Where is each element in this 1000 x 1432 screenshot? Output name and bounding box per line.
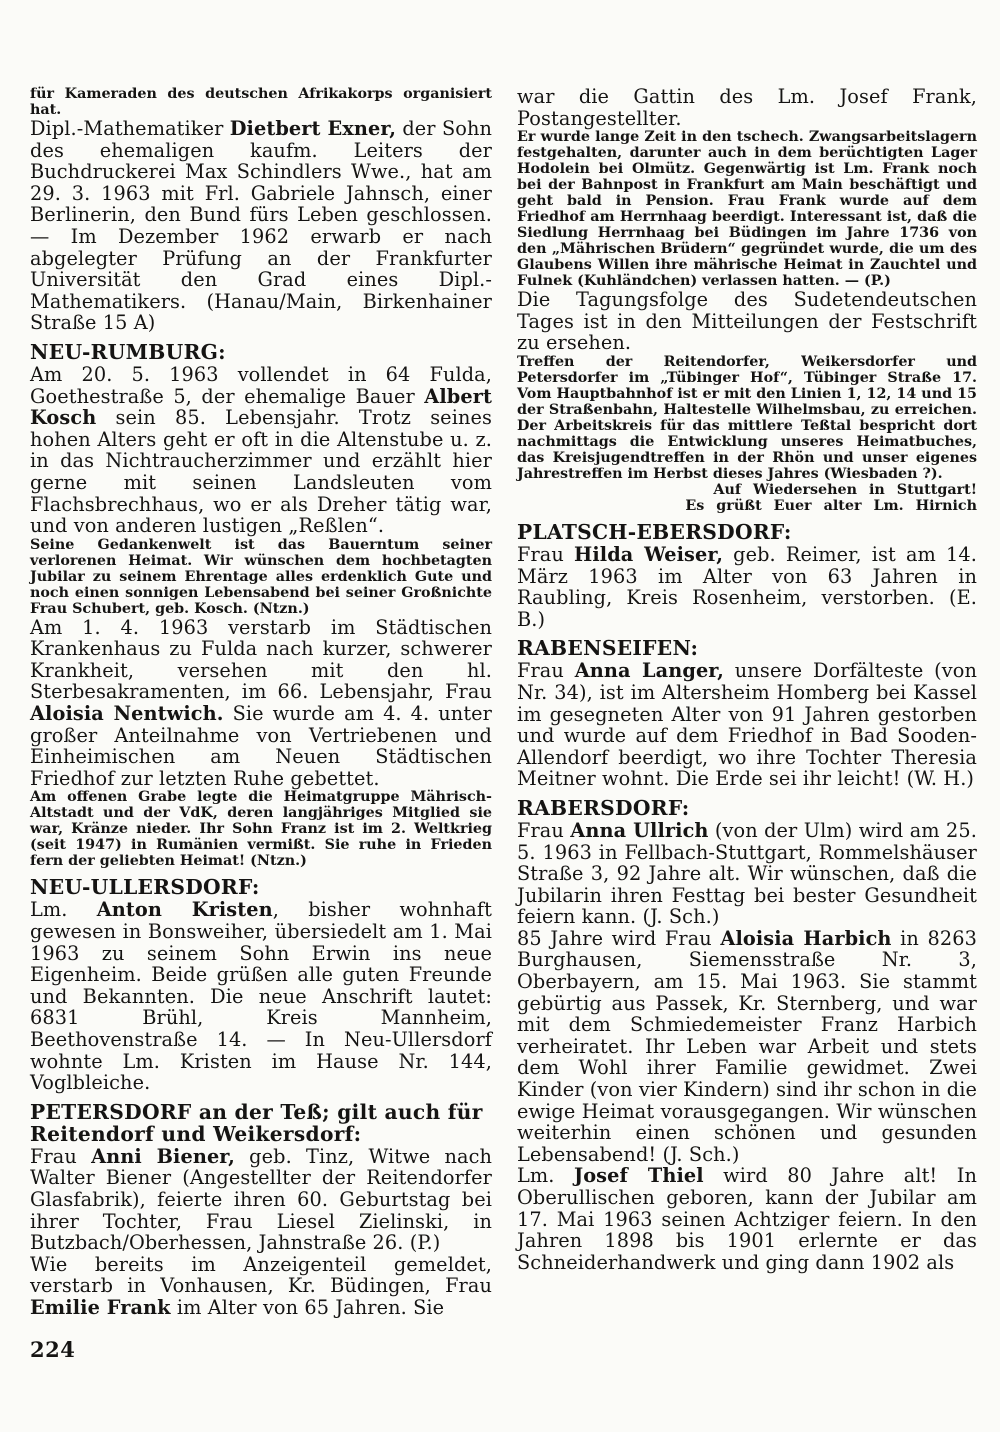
note-josef-frank: Er wurde lange Zeit in den tschech. Zwangsarbeitslagern festgehalten, darunter auch in dem berüchtigten Lager Hodolein bei Olmütz. Gegenwärtig ist Lm. Frank noch bei der Bahnpost in Frankfurt am Main beschäftigt und geht bald in Pension. Frau Frank wurde auf dem Friedhof am Herrnhaag beerdigt. Interessant ist, daß die Siedlung Herrnhaag bei Büdingen im Jahre 1736 von den „Mährischen Brüdern“ gegründet wurde, die um des Glaubens Willen ihre mährische Heimat in Zauchtel und Fulnek (Kuhländchen) verlassen hatten. — (P.) xyxy=(517,129,977,290)
page-number: 224 xyxy=(30,1336,76,1362)
text-segment: Sie wurde am 4. 4. unter großer Anteilnahme von Vertriebenen und Einheimischen am Neuen Städtischen Friedhof zur letzten Ruhe gebettet. xyxy=(30,702,492,790)
text-segment: Am 1. 4. 1963 verstarb im Städtischen Krankenhaus zu Fulda nach kurzer, schwerer Krankheit, versehen mit den hl. Sterbesakramenten, im 66. Lebensjahr, Frau xyxy=(30,615,492,704)
note-nentwich: Am offenen Grabe legte die Heimatgruppe Mährisch-Altstadt und der VdK, deren langjähriges Mitglied sie war, Kränze nieder. Ihr Sohn Franz ist im 2. Weltkrieg (seit 1947) in Rumänien vermißt. Sie ruhe in Frieden fern der geliebten Heimat! (Ntzn.) xyxy=(30,789,492,870)
left-column xyxy=(30,86,492,1362)
greeting-line-1: Auf Wiedersehen in Stuttgart! xyxy=(713,481,977,498)
text-segment: Frau xyxy=(517,659,575,683)
paragraph-emilie-frank xyxy=(30,1254,492,1319)
text-segment: Lm. xyxy=(517,1164,574,1188)
text-segment: im Alter von 65 Jahren. Sie xyxy=(170,1295,445,1319)
paragraph-aloisia-nentwich xyxy=(30,617,492,790)
paragraph-aloisia-harbich xyxy=(517,928,977,1166)
greeting-line-2: Es grüßt Euer alter Lm. Hirnich xyxy=(685,497,977,514)
section-heading-neu-ullersdorf: NEU-ULLERSDORF: xyxy=(30,875,260,900)
text-segment: der Sohn des ehemaligen kaufm. Leiters der Buchdruckerei Max Schindlers Wwe., hat am 29. 3. 1963 mit Frl. Gabriele Jahnsch, einer Berlinerin, den Bund fürs Leben geschlossen. — Im Dezember 1962 erwarb er nach abgelegter Prüfung an der Frankfurter Universität den Grad eines Dipl.-Mathematikers. (Hanau/Main, Birkenhainer Straße 15 A) xyxy=(30,117,492,335)
two-column-layout xyxy=(30,86,977,1362)
person-name: Josef Thiel xyxy=(573,1164,704,1188)
section-heading-rabersdorf: RABERSDORF: xyxy=(517,795,690,820)
person-name: Aloisia Harbich xyxy=(720,926,892,950)
person-name: Anna Ullrich xyxy=(570,818,709,842)
text-segment: , bisher wohnhaft gewesen in Bonsweiher, übersiedelt am 1. Mai 1963 zu seinem Sohn Erwin ins neue Eigenheim. Beide grüßen alle guten Freunde und Bekannten. Die neue Anschrift lautet: 6831 Brühl, Kreis Mannheim, Beethovenstraße 14. — In Neu-Ullersdorf wohnte Lm. Kristen im Hause Nr. 144, Voglbleiche. xyxy=(30,898,492,1095)
person-name: Anni Biener, xyxy=(91,1144,235,1168)
text-segment: Frau xyxy=(30,1144,92,1168)
person-name: Anna Langer, xyxy=(574,659,724,683)
note-treffen-stuttgart: Treffen der Reitendorfer, Weikersdorfer und Petersdorfer im „Tübinger Hof“, Tübinger Straße 17. Vom Hauptbahnhof ist er mit den Linien 1, 12, 14 und 15 der Straßenbahn, Haltestelle Wilhelmsbau, zu erreichen. Der Arbeitskreis für das mittlere Teßtal bespricht dort nachmittags die Entwicklung unseres Heimatbuches, das Kreisjugendtreffen in der Rhön und unser eigenes Jahrestreffen im Herbst dieses Jahres (Wiesbaden ?). xyxy=(517,353,977,482)
paragraph-hilda-weiser xyxy=(517,544,977,630)
paragraph-anna-ullrich xyxy=(517,820,977,928)
paragraph-frank-continuation: war die Gattin des Lm. Josef Frank, Postangestellter. xyxy=(517,85,977,130)
paragraph-dietbert-exner xyxy=(30,118,492,334)
paragraph-tagungsfolge: Die Tagungsfolge des Sudetendeutschen Tages ist in den Mitteilungen der Festschrift zu ersehen. xyxy=(517,288,977,355)
person-name: Dietbert Exner, xyxy=(229,117,397,140)
note-kosch: Seine Gedankenwelt ist das Bauerntum seiner verlorenen Heimat. Wir wünschen dem hochbetagten Jubilar zu seinem Ehrentage alles erdenklich Gute und noch einen sonnigen Lebensabend bei seiner Großnichte Frau Schubert, geb. Kosch. (Ntzn.) xyxy=(30,536,492,617)
paragraph-anna-langer xyxy=(517,660,977,790)
note-afrikakorps-continuation: für Kameraden des deutschen Afrikakorps organisiert hat. xyxy=(30,86,492,118)
right-column xyxy=(517,86,977,1362)
text-segment: geb. Reimer, ist am 14. März 1963 im Alter von 63 Jahren in Raubling, Kreis Rosenheim, verstorben. (E. B.) xyxy=(517,542,978,631)
paragraph-josef-thiel xyxy=(517,1165,977,1273)
paragraph-albert-kosch xyxy=(30,364,492,537)
person-name: Emilie Frank xyxy=(30,1295,171,1319)
paragraph-anni-biener xyxy=(30,1146,492,1254)
section-heading-petersdorf: PETERSDORF an der Teß; gilt auch für Reitendorf und Weikersdorf: xyxy=(30,1099,483,1146)
section-heading-neu-rumburg: NEU-RUMBURG: xyxy=(30,339,226,364)
text-segment: sein 85. Lebensjahr. Trotz seines hohen Alters geht er oft in die Altenstube u. z. in das Nichtraucherzimmer und erzählt hier gerne mit seinen Landsleuten vom Flachsbrechhaus, wo er als Dreher tätig war, und von anderen lustigen „Reßlen“. xyxy=(30,406,492,538)
text-segment: wird 80 Jahre alt! In Oberullischen geboren, kann der Jubilar am 17. Mai 1963 seinen Achtziger feiern. In den Jahren 1898 bis 1901 erlernte er das Schneiderhandwerk und ging dann 1902 als xyxy=(517,1164,977,1274)
person-name: Albert Kosch xyxy=(30,384,492,430)
person-name: Hilda Weiser, xyxy=(574,542,724,566)
text-segment: 85 Jahre wird Frau xyxy=(517,926,721,950)
text-segment: Dipl.-Mathematiker xyxy=(30,117,230,140)
text-segment: in 8263 Burghausen, Siemensstraße Nr. 3, Oberbayern, am 15. Mai 1963. Sie stammt gebürtig aus Passek, Kr. Sternberg, und war mit dem Schmiedemeister Franz Harbich verheiratet. Ihr Leben war Arbeit und stets dem Wohl ihrer Familie gewidmet. Zwei Kinder (von vier Kindern) sind ihr schon in die ewige Heimat vorausgegangen. Wir wünschen weiterhin einen schönen und gesunden Lebensabend! (J. Sch.) xyxy=(517,926,977,1166)
text-segment: geb. Tinz, Witwe nach Walter Biener (Angestellter der Reitendorfer Glasfabrik), feierte ihren 60. Geburtstag bei ihrer Tochter, Frau Liesel Zielinski, in Butzbach/Oberhessen, Jahnstraße 26. (P.) xyxy=(30,1144,492,1255)
text-segment: unsere Dorfälteste (von Nr. 34), ist im Altersheim Homberg bei Kassel im gesegneten Alter von 91 Jahren gestorben und wurde auf dem Friedhof in Bad Sooden-Allendorf beerdigt, wo ihre Tochter Theresia Meitner wohnt. Die Erde sei ihr leicht! (W. H.) xyxy=(517,659,977,791)
text-segment: Frau xyxy=(517,542,575,566)
text-segment: Frau xyxy=(517,818,571,842)
person-name: Anton Kristen xyxy=(96,898,273,922)
text-segment: Wie bereits im Anzeigenteil gemeldet, verstarb in Vonhausen, Kr. Büdingen, Frau xyxy=(30,1252,492,1298)
text-segment: Am 20. 5. 1963 vollendet in 64 Fulda, Goethestraße 5, der ehemalige Bauer xyxy=(30,362,492,408)
section-heading-rabenseifen: RABENSEIFEN: xyxy=(517,636,699,661)
section-heading-platsch-ebersdorf: PLATSCH-EBERSDORF: xyxy=(517,519,792,544)
paragraph-anton-kristen xyxy=(30,899,492,1093)
text-segment: Lm. xyxy=(30,898,97,922)
text-segment: (von der Ulm) wird am 25. 5. 1963 in Fellbach-Stuttgart, Rommelshäuser Straße 3, 92 Jahre alt. Wir wünschen, daß die Jubilarin ihren Festtag bei bester Gesundheit feiern kann. (J. Sch.) xyxy=(517,818,978,929)
person-name: Aloisia Nentwich. xyxy=(30,702,224,726)
